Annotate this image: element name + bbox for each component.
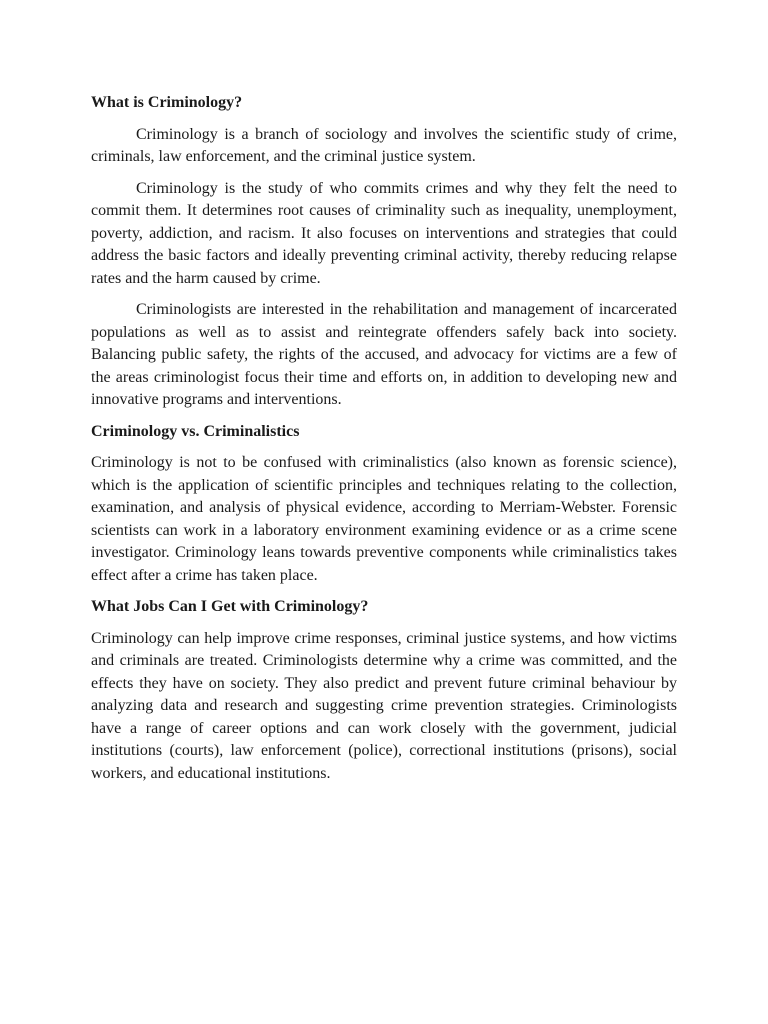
section-heading: What Jobs Can I Get with Criminology? bbox=[91, 598, 369, 615]
paragraph: Criminology can help improve crime responses, criminal justice systems, and how victims and criminals are treated. Criminologists determine why a crime was committed, and the effects they have on society. They also predict and prevent future criminal behaviour by analyzing data and research and suggesting crime prevention strategies. Criminologists have a range of career options and can work closely with the government, judicial institutions (courts), law enforcement (police), correctional institutions (prisons), social workers, and educational institutions. bbox=[91, 629, 677, 782]
section-heading: Criminology vs. Criminalistics bbox=[91, 422, 300, 440]
paragraph: Criminology is not to be confused with criminalistics (also known as forensic science), which is the application of scientific principles and techniques relating to the collection, examination, and analysis of physical evidence, according to Merriam-Webster. Forensic scientists can work in a laboratory environment examining evidence or as a crime scene investigator. Criminology leans towards preventive components while criminalistics takes effect after a crime has taken place. bbox=[91, 454, 677, 584]
paragraph: Criminology is a branch of sociology and involves the scientific study of crime, criminals, law enforcement, and the criminal justice system. bbox=[91, 125, 677, 165]
section-criminology-vs-criminalistics bbox=[91, 421, 677, 588]
section-what-is-criminology bbox=[91, 92, 677, 412]
document-body bbox=[91, 92, 677, 794]
paragraph: Criminology is the study of who commits crimes and why they felt the need to commit them. It determines root causes of criminality such as inequality, unemployment, poverty, addiction, and racism. It also focuses on interventions and strategies that could address the basic factors and ideally preventing criminal activity, thereby reducing relapse rates and the harm caused by crime. bbox=[91, 179, 677, 287]
section-heading: What is Criminology? bbox=[91, 94, 243, 111]
paragraph: Criminologists are interested in the rehabilitation and management of incarcerated populations as well as to assist and reintegrate offenders safely back into society. Balancing public safety, the rights of the accused, and advocacy for victims are a few of the areas criminologist focus their time and efforts on, in addition to developing new and innovative programs and interventions. bbox=[91, 301, 677, 408]
section-jobs bbox=[91, 596, 677, 785]
